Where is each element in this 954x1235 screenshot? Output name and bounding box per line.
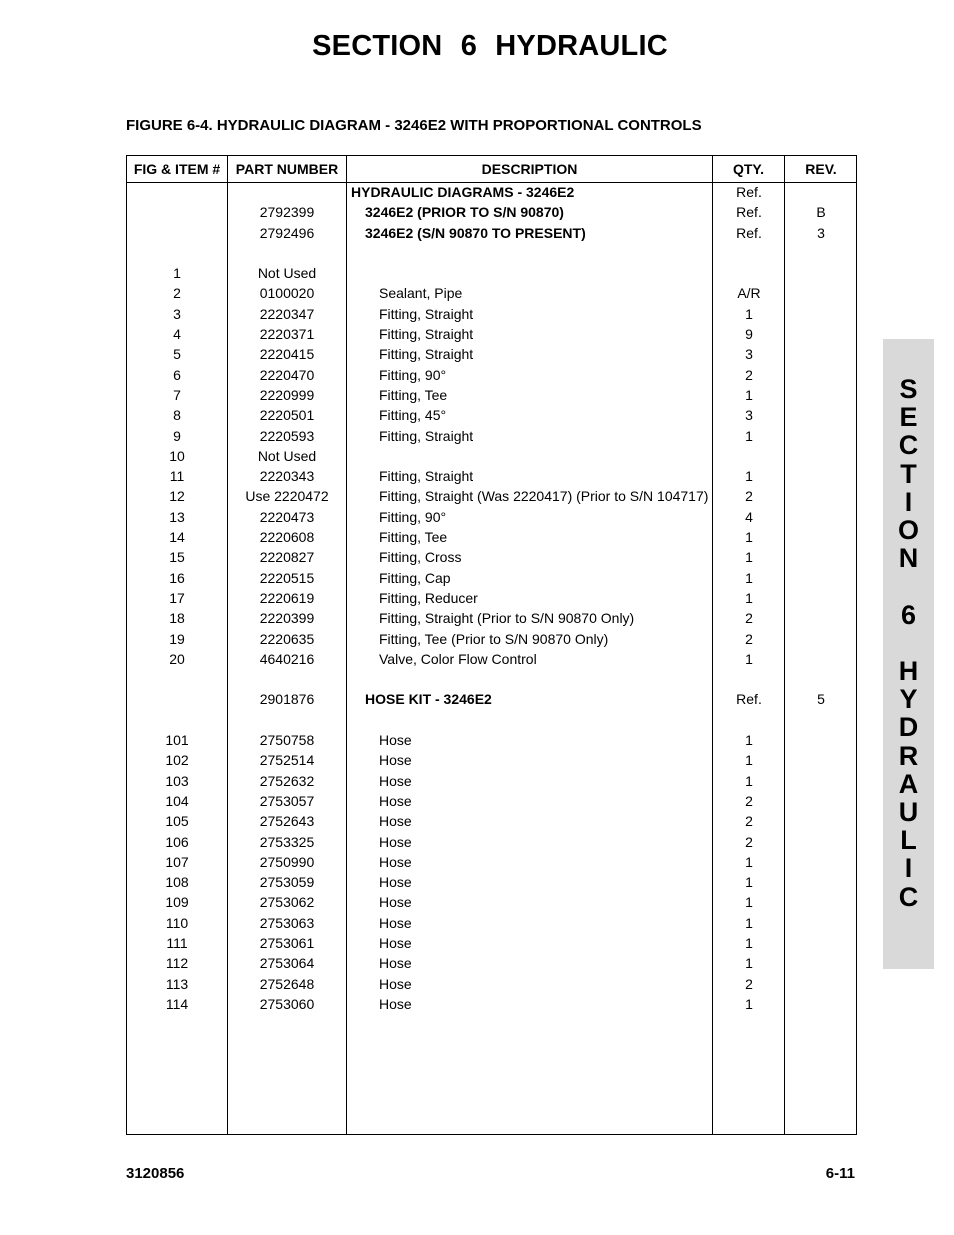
cell-description: Hose bbox=[379, 934, 412, 951]
section-tab-label bbox=[883, 375, 934, 911]
table-row bbox=[127, 669, 856, 689]
cell-qty: 1 bbox=[745, 569, 753, 586]
cell-item: 12 bbox=[169, 488, 185, 505]
table-row bbox=[127, 304, 856, 324]
table-row bbox=[127, 344, 856, 364]
section-tab-letter: N bbox=[898, 543, 919, 574]
cell-qty: 1 bbox=[745, 894, 753, 911]
section-tab-letter: Y bbox=[899, 684, 918, 715]
cell-item: 5 bbox=[173, 346, 181, 363]
cell-item: 19 bbox=[169, 630, 185, 647]
parts-table bbox=[126, 155, 857, 1135]
cell-description: Hose bbox=[379, 914, 412, 931]
cell-rev: 5 bbox=[817, 691, 825, 708]
table-row bbox=[127, 283, 856, 303]
table-row bbox=[127, 466, 856, 486]
cell-qty: 1 bbox=[745, 874, 753, 891]
cell-part-number: 2752514 bbox=[259, 752, 315, 769]
cell-qty: 2 bbox=[745, 975, 753, 992]
cell-qty: 1 bbox=[745, 732, 753, 749]
cell-description: Fitting, Tee (Prior to S/N 90870 Only) bbox=[379, 630, 609, 647]
cell-part-number: 2753057 bbox=[259, 792, 315, 809]
cell-part-number: Use 2220472 bbox=[245, 488, 329, 505]
table-row bbox=[127, 182, 856, 202]
cell-item: 107 bbox=[165, 853, 189, 870]
cell-item: 111 bbox=[166, 934, 188, 951]
table-row bbox=[127, 852, 856, 872]
cell-item: 14 bbox=[169, 529, 185, 546]
cell-qty: 1 bbox=[745, 955, 753, 972]
cell-part-number: 2220470 bbox=[259, 366, 315, 383]
section-tab-letter: C bbox=[898, 881, 919, 912]
section-tab-letter: O bbox=[897, 515, 919, 546]
table-row bbox=[127, 446, 856, 466]
cell-part-number: 2901876 bbox=[259, 691, 315, 708]
cell-qty: 2 bbox=[745, 488, 753, 505]
cell-description: HOSE KIT - 3246E2 bbox=[365, 691, 492, 708]
cell-description: Fitting, Tee bbox=[379, 386, 448, 403]
cell-item: 109 bbox=[165, 894, 189, 911]
cell-item: 6 bbox=[173, 366, 181, 383]
section-tab-letter: I bbox=[904, 486, 913, 517]
cell-item: 20 bbox=[169, 650, 185, 667]
cell-part-number: 2220999 bbox=[259, 386, 315, 403]
cell-qty: 1 bbox=[745, 427, 753, 444]
cell-qty: 9 bbox=[745, 326, 753, 343]
section-tab-letter: A bbox=[898, 768, 919, 799]
cell-description: Hose bbox=[379, 853, 412, 870]
table-row bbox=[127, 263, 856, 283]
column-header-description: DESCRIPTION bbox=[481, 161, 578, 177]
cell-qty: 2 bbox=[745, 610, 753, 627]
cell-description: 3246E2 (S/N 90870 TO PRESENT) bbox=[365, 224, 586, 241]
cell-part-number: 2220343 bbox=[259, 468, 315, 485]
cell-description: HYDRAULIC DIAGRAMS - 3246E2 bbox=[351, 184, 575, 200]
cell-part-number: 0100020 bbox=[259, 285, 315, 302]
cell-item: 17 bbox=[169, 589, 185, 606]
cell-qty: 1 bbox=[745, 468, 753, 485]
cell-description: Fitting, Straight (Prior to S/N 90870 Only) bbox=[379, 610, 635, 627]
cell-part-number: 2220347 bbox=[259, 305, 315, 322]
cell-item: 105 bbox=[165, 813, 189, 830]
cell-item: 110 bbox=[165, 914, 189, 931]
table-row bbox=[127, 771, 856, 791]
table-row bbox=[127, 527, 856, 547]
cell-qty: 1 bbox=[745, 914, 753, 931]
cell-item: 7 bbox=[173, 386, 181, 403]
cell-description: Hose bbox=[379, 874, 412, 891]
cell-item: 114 bbox=[165, 995, 189, 1012]
page-title: SECTION 6 HYDRAULIC bbox=[312, 30, 668, 62]
cell-part-number: 2220501 bbox=[259, 407, 315, 424]
cell-item: 3 bbox=[173, 305, 181, 322]
cell-description: Hose bbox=[379, 752, 412, 769]
cell-qty: 1 bbox=[745, 772, 753, 789]
cell-qty: 1 bbox=[745, 650, 753, 667]
cell-part-number: Not Used bbox=[257, 265, 317, 282]
cell-description: Fitting, 90° bbox=[379, 508, 447, 525]
cell-description: Hose bbox=[379, 772, 412, 789]
cell-part-number: 2220593 bbox=[259, 427, 315, 444]
section-tab-letter: S bbox=[899, 374, 918, 404]
column-header-part-number: PART NUMBER bbox=[235, 161, 339, 177]
cell-description: 3246E2 (PRIOR TO S/N 90870) bbox=[365, 204, 564, 221]
cell-description: Hose bbox=[379, 955, 412, 972]
table-row bbox=[127, 892, 856, 912]
cell-item: 112 bbox=[165, 955, 189, 972]
section-tab-letter: I bbox=[904, 853, 913, 884]
cell-item: 11 bbox=[169, 468, 185, 485]
cell-qty: 3 bbox=[745, 346, 753, 363]
section-tab-letter: L bbox=[900, 825, 917, 856]
cell-part-number: 2752643 bbox=[259, 813, 315, 830]
cell-qty: 2 bbox=[745, 833, 753, 850]
cell-description: Fitting, 90° bbox=[379, 366, 447, 383]
cell-item: 2 bbox=[173, 285, 181, 302]
table-row bbox=[127, 811, 856, 831]
cell-part-number: 2792496 bbox=[259, 224, 315, 241]
table-row bbox=[127, 832, 856, 852]
cell-part-number: 2753064 bbox=[259, 955, 315, 972]
section-tab-letter: U bbox=[898, 797, 919, 828]
cell-qty: 2 bbox=[745, 813, 753, 830]
table-row bbox=[127, 507, 856, 527]
cell-qty: Ref. bbox=[736, 224, 762, 241]
cell-qty: Ref. bbox=[736, 691, 762, 708]
cell-description: Fitting, Reducer bbox=[379, 589, 478, 606]
cell-item: 18 bbox=[169, 610, 185, 627]
cell-description: Hose bbox=[379, 792, 412, 809]
table-body bbox=[127, 182, 856, 1014]
cell-qty: 1 bbox=[745, 305, 753, 322]
cell-item: 103 bbox=[165, 772, 189, 789]
cell-part-number: 2752648 bbox=[259, 975, 315, 992]
cell-rev: B bbox=[816, 204, 826, 221]
cell-qty: 1 bbox=[745, 589, 753, 606]
cell-description: Fitting, Straight bbox=[379, 305, 474, 322]
cell-description: Hose bbox=[379, 894, 412, 911]
table-row bbox=[127, 405, 856, 425]
section-tab-letter: H bbox=[898, 656, 919, 687]
section-tab-letter bbox=[883, 629, 934, 657]
cell-part-number: 2753062 bbox=[259, 894, 315, 911]
section-tab-letter: E bbox=[899, 402, 918, 433]
table-row bbox=[127, 223, 856, 243]
cell-part-number: 2750990 bbox=[259, 853, 315, 870]
cell-description: Fitting, Straight bbox=[379, 326, 474, 343]
table-row bbox=[127, 710, 856, 730]
cell-part-number: 2753059 bbox=[259, 874, 315, 891]
section-tab-letter: C bbox=[898, 430, 919, 461]
cell-item: 9 bbox=[173, 427, 181, 444]
table-row bbox=[127, 629, 856, 649]
cell-description: Hose bbox=[379, 995, 412, 1012]
table-row bbox=[127, 385, 856, 405]
cell-item: 101 bbox=[165, 732, 189, 749]
cell-part-number: 2750758 bbox=[259, 732, 315, 749]
cell-item: 8 bbox=[173, 407, 181, 424]
cell-qty: 2 bbox=[745, 366, 753, 383]
section-tab-letter: 6 bbox=[900, 599, 917, 630]
column-header-item: FIG & ITEM # bbox=[133, 161, 221, 177]
table-row bbox=[127, 649, 856, 669]
cell-qty: A/R bbox=[737, 285, 761, 302]
cell-part-number: 2792399 bbox=[259, 204, 315, 221]
table-row bbox=[127, 994, 856, 1014]
cell-qty: 1 bbox=[745, 386, 753, 403]
cell-item: 10 bbox=[169, 447, 185, 464]
cell-part-number: 2220515 bbox=[259, 569, 315, 586]
cell-description: Fitting, Cross bbox=[379, 549, 462, 566]
cell-qty: 4 bbox=[745, 508, 753, 525]
table-row bbox=[127, 933, 856, 953]
cell-part-number: 2753325 bbox=[259, 833, 315, 850]
column-header-rev: REV. bbox=[805, 161, 837, 177]
cell-part-number: 2220608 bbox=[259, 529, 315, 546]
cell-part-number: 2220635 bbox=[259, 630, 315, 647]
cell-item: 113 bbox=[165, 975, 189, 992]
table-row bbox=[127, 324, 856, 344]
cell-part-number: 2220399 bbox=[259, 610, 315, 627]
cell-part-number: 2220371 bbox=[259, 326, 315, 343]
table-row bbox=[127, 872, 856, 892]
cell-qty: 1 bbox=[745, 995, 753, 1012]
cell-item: 4 bbox=[173, 326, 181, 343]
cell-qty: 2 bbox=[745, 792, 753, 809]
cell-part-number: 2753061 bbox=[259, 934, 315, 951]
figure-title: FIGURE 6-4. HYDRAULIC DIAGRAM - 3246E2 WITH PROPORTIONAL CONTROLS bbox=[126, 117, 702, 134]
cell-qty: 1 bbox=[745, 752, 753, 769]
section-tab-letter: D bbox=[898, 712, 919, 743]
document-number: 3120856 bbox=[126, 1165, 185, 1182]
table-row bbox=[127, 588, 856, 608]
cell-item: 16 bbox=[169, 569, 185, 586]
cell-qty: 1 bbox=[745, 853, 753, 870]
section-tab-letter: R bbox=[898, 740, 919, 771]
cell-description: Fitting, Straight bbox=[379, 346, 474, 363]
cell-item: 102 bbox=[165, 752, 189, 769]
section-tab-letter: T bbox=[900, 458, 917, 489]
table-row bbox=[127, 791, 856, 811]
table-row bbox=[127, 608, 856, 628]
cell-part-number: Not Used bbox=[257, 447, 317, 464]
cell-description: Fitting, Tee bbox=[379, 529, 448, 546]
cell-description: Hose bbox=[379, 975, 412, 992]
table-row bbox=[127, 974, 856, 994]
table-row bbox=[127, 689, 856, 709]
cell-description: Sealant, Pipe bbox=[379, 285, 463, 302]
cell-part-number: 2220415 bbox=[259, 346, 315, 363]
cell-part-number: 2220827 bbox=[259, 549, 315, 566]
cell-item: 108 bbox=[165, 874, 189, 891]
table-row bbox=[127, 486, 856, 506]
table-row bbox=[127, 547, 856, 567]
cell-part-number: 2753063 bbox=[259, 914, 315, 931]
table-row bbox=[127, 750, 856, 770]
cell-description: Hose bbox=[379, 732, 412, 749]
table-row bbox=[127, 243, 856, 263]
cell-rev: 3 bbox=[817, 224, 825, 241]
cell-description: Fitting, Straight bbox=[379, 468, 474, 485]
page-number: 6-11 bbox=[825, 1165, 855, 1182]
cell-qty: 1 bbox=[745, 549, 753, 566]
cell-description: Hose bbox=[379, 833, 412, 850]
cell-qty: Ref. bbox=[736, 204, 762, 221]
section-tab-letter bbox=[883, 572, 934, 600]
cell-qty: 2 bbox=[745, 630, 753, 647]
table-row bbox=[127, 202, 856, 222]
cell-qty: Ref. bbox=[736, 184, 762, 200]
table-row bbox=[127, 730, 856, 750]
section-tab bbox=[883, 339, 934, 969]
cell-description: Valve, Color Flow Control bbox=[379, 650, 537, 667]
column-header-qty: QTY. bbox=[732, 161, 765, 177]
cell-item: 15 bbox=[169, 549, 185, 566]
table-row bbox=[127, 568, 856, 588]
cell-description: Fitting, Cap bbox=[379, 569, 451, 586]
cell-part-number: 2752632 bbox=[259, 772, 315, 789]
cell-description: Fitting, Straight bbox=[379, 427, 474, 444]
table-row bbox=[127, 365, 856, 385]
cell-part-number: 2753060 bbox=[259, 995, 315, 1012]
cell-item: 104 bbox=[165, 792, 189, 809]
cell-part-number: 2220473 bbox=[259, 508, 315, 525]
cell-part-number: 2220619 bbox=[259, 589, 315, 606]
cell-qty: 3 bbox=[745, 407, 753, 424]
cell-part-number: 4640216 bbox=[259, 650, 315, 667]
cell-item: 106 bbox=[165, 833, 189, 850]
table-row bbox=[127, 953, 856, 973]
table-row bbox=[127, 913, 856, 933]
cell-item: 1 bbox=[173, 265, 181, 282]
table-row bbox=[127, 426, 856, 446]
cell-item: 13 bbox=[169, 508, 185, 525]
cell-description: Fitting, 45° bbox=[379, 407, 447, 424]
cell-description: Fitting, Straight (Was 2220417) (Prior to S/N 104717) bbox=[379, 488, 709, 505]
cell-qty: 1 bbox=[745, 934, 753, 951]
cell-description: Hose bbox=[379, 813, 412, 830]
cell-qty: 1 bbox=[745, 529, 753, 546]
